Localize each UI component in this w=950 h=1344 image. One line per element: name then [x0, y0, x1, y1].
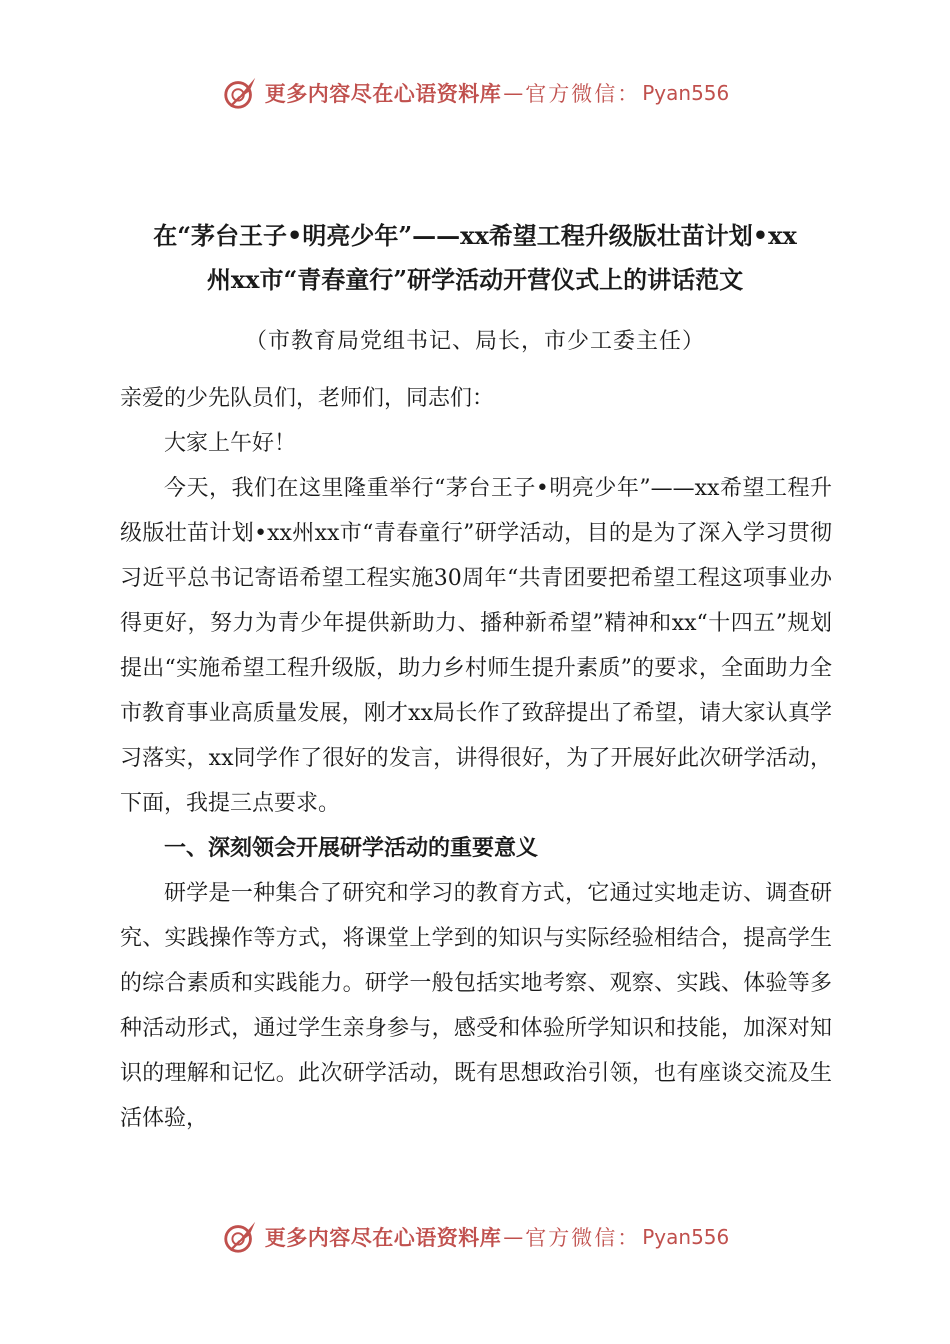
watermark-separator: — — [503, 1225, 524, 1249]
quill-logo-icon — [221, 74, 259, 112]
document-body — [120, 376, 832, 1141]
watermark-wechat-label: 官方微信： — [525, 1226, 641, 1250]
watermark-brand: 更多内容尽在心语资料库 — [264, 81, 502, 106]
quill-logo-icon — [221, 1218, 259, 1256]
greeting: 大家上午好！ — [164, 431, 297, 456]
watermark-brand: 更多内容尽在心语资料库 — [264, 1225, 502, 1250]
title-line-2: 州xx市“青春童行”研学活动开营仪式上的讲话范文 — [206, 265, 744, 294]
watermark-separator: — — [503, 81, 524, 105]
section-1-paragraph: 研学是一种集合了研究和学习的教育方式，它通过实地走访、调查研究、实践操作等方式，将课堂上学到的知识与实际经验相结合，提高学生的综合素质和实践能力。研学一般包括实地考察、观察、实践、体验等多种活动形式，通过学生亲身参与，感受和体验所学知识和技能，加深对知识的理解和记忆。此次研学活动，既有思想政治引领，也有座谈交流及生活体验， — [120, 881, 832, 1131]
section-heading-1: 一、深刻领会开展研学活动的重要意义 — [164, 835, 539, 861]
footer-watermark — [0, 1212, 950, 1262]
speaker-subtitle: （市教育局党组书记、局长，市少工委主任） — [244, 329, 705, 354]
intro-paragraph: 今天，我们在这里隆重举行“茅台王子•明亮少年”——xx希望工程升级版壮苗计划•xx州xx市“青春童行”研学活动，目的是为了深入学习贯彻习近平总书记寄语希望工程实施30周年“共青团要把希望工程这项事业办得更好，努力为青少年提供新助力、播种新希望”精神和xx“十四五”规划提出“实施希望工程升级版，助力乡村师生提升素质”的要求，全面助力全市教育事业高质量发展，刚才xx局长作了致辞提出了希望，请大家认真学习落实，xx同学作了很好的发言，讲得很好，为了开展好此次研学活动，下面，我提三点要求。 — [120, 476, 832, 816]
title-line-1: 在“茅台王子•明亮少年”——xx希望工程升级版壮苗计划•xx — [153, 221, 797, 250]
document-title — [100, 214, 850, 302]
header-watermark — [0, 68, 950, 118]
salutation: 亲爱的少先队员们，老师们，同志们： — [120, 386, 495, 411]
watermark-wechat-id: Pyan556 — [642, 1225, 730, 1249]
watermark-wechat-id: Pyan556 — [642, 81, 730, 105]
watermark-wechat-label: 官方微信： — [525, 82, 641, 106]
